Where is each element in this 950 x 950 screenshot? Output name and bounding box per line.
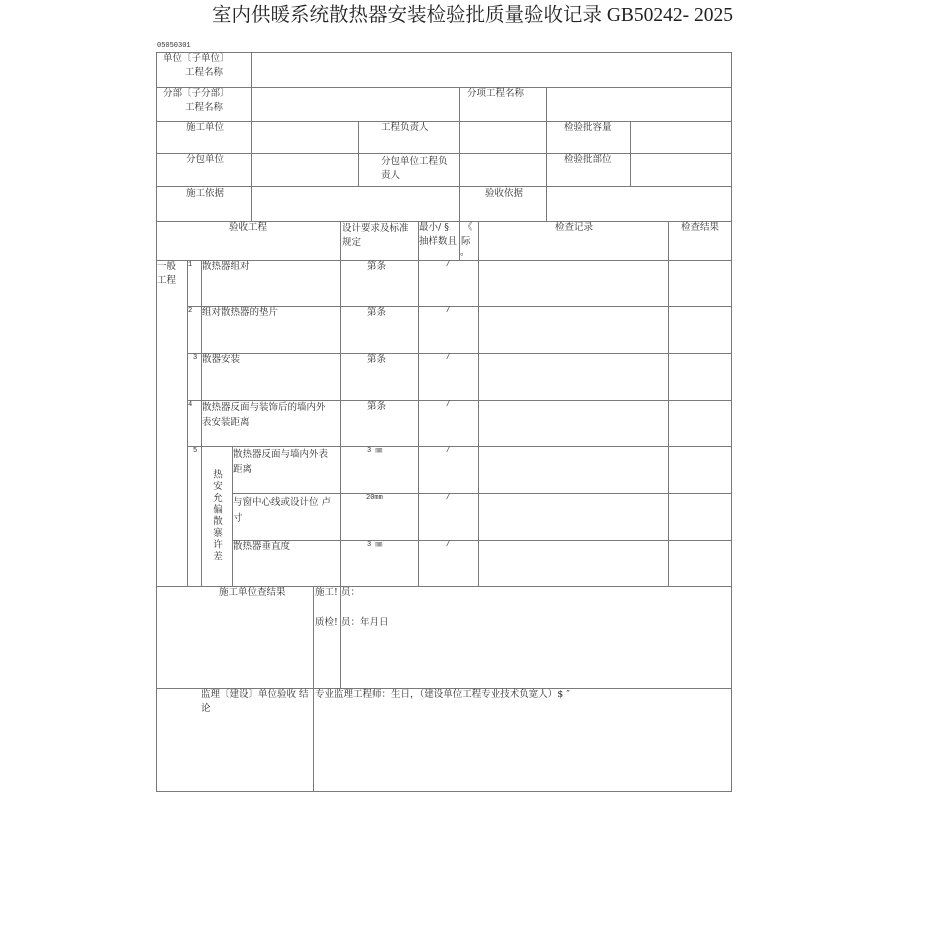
construction-check-label: 施工单位查结果 (219, 587, 286, 598)
project-manager-value-cell (459, 121, 547, 154)
contractor-label-cell (156, 121, 252, 154)
item-requirement: 第条 (367, 354, 387, 365)
item-number-cell (187, 353, 202, 401)
subitem-sample: / (446, 494, 451, 502)
supervision-signature-line: 专业监理工程师：生日，（建设单位工程专业技术负宽人）$ ″ (315, 689, 570, 700)
item-name: 散热器组对 (202, 261, 250, 272)
item-number: 2 (188, 307, 193, 315)
subitem-requirement-cell (340, 493, 419, 541)
acceptance-basis-label: 验收依据 (485, 188, 524, 199)
batch-capacity-label-cell (546, 121, 631, 154)
supervision-label-line1: 监理〔建设〕单位验收 结 (201, 689, 309, 700)
unit-name-value-cell (251, 52, 732, 88)
subitem-name-line2: 寸 (233, 513, 243, 524)
subitem-requirement-cell (340, 446, 419, 494)
item-check-result-cell (668, 400, 732, 447)
subitem-name-label: 分项工程名称 (467, 88, 525, 99)
item-requirement: 第条 (367, 261, 387, 272)
unit-name-label-line1: 单位〔子单位〕 (163, 53, 230, 64)
subitem-check-result-cell (668, 540, 732, 587)
item-check-result-cell (668, 260, 732, 307)
category-cell (156, 260, 188, 587)
subcontractor-value-cell (251, 153, 359, 187)
item-requirement-cell (340, 260, 419, 307)
subitem-name-line1: 与窗中心线或设计位 卢 (233, 497, 332, 508)
item-requirement-cell (340, 400, 419, 447)
subitem-requirement-cell (340, 540, 419, 587)
item-sample-cell (418, 306, 479, 354)
col-header-design-requirement (340, 221, 419, 261)
contractor-value-cell (251, 121, 359, 154)
supervision-label-line2: 论 (201, 703, 211, 714)
item-sample: / (446, 307, 451, 315)
subitem-check-record-cell (478, 540, 669, 587)
batch-capacity-value-cell (630, 121, 732, 154)
quality-role-label: 质检! (315, 617, 338, 628)
construction-role-label: 施工! (315, 587, 338, 598)
division-name-label-cell (156, 87, 252, 122)
category-label-line1: 一般 (157, 261, 177, 272)
subitem-check-result-cell (668, 446, 732, 494)
tolerance-group-cell (201, 446, 233, 587)
construction-basis-label: 施工依据 (186, 188, 225, 199)
subitem-name-cell (232, 446, 341, 494)
item-number-cell (187, 400, 202, 447)
construction-basis-value-cell (251, 186, 460, 222)
form-code: 05050301 (157, 42, 191, 50)
item-name: 散器安装 (202, 354, 241, 365)
item-requirement: 第条 (367, 401, 387, 412)
unit-name-label-line2: 工程名称 (185, 67, 224, 78)
subitem-requirement: 3 ㎜ (367, 541, 383, 549)
subitem-sample: / (446, 447, 451, 455)
subitem-check-record-cell (478, 446, 669, 494)
construction-check-role-cell (313, 586, 341, 689)
subitem-sample-cell (418, 540, 479, 587)
item-requirement-cell (340, 353, 419, 401)
batch-location-label-cell (546, 153, 631, 187)
sub-manager-label-line2: 责人 (381, 170, 401, 181)
item-name-cell (201, 400, 341, 447)
item-name-cell (201, 353, 341, 401)
item-requirement: 第条 (367, 307, 387, 318)
supervision-conclusion-cell (313, 688, 732, 792)
subitem-requirement: 3 ㎜ (367, 447, 383, 455)
subitem-name-cell (232, 493, 341, 541)
item-sample: / (446, 261, 451, 269)
col-header-check-result-label: 检查结果 (681, 222, 720, 233)
contractor-label: 施工单位 (186, 122, 225, 133)
col-header-check-record (478, 221, 669, 261)
col-header-check-result (668, 221, 732, 261)
subitem-sample-cell (418, 493, 479, 541)
item-number: 1 (188, 261, 193, 269)
subitem-check-result-cell (668, 493, 732, 541)
item-name: 组对散热器的垫片 (202, 307, 279, 318)
col-header-actual-sample-line2: 际 (461, 236, 471, 247)
batch-capacity-label: 检验批容量 (564, 122, 612, 133)
item-number: 3 (193, 354, 198, 362)
col-header-actual-sample-line1: 《 (463, 222, 473, 233)
sub-manager-label-line1: 分包单位工程负 (381, 156, 448, 167)
subitem-name-line1: 散热器垂直度 (233, 541, 291, 552)
item-requirement-cell (340, 306, 419, 354)
col-header-acceptance-item (156, 221, 341, 261)
construction-basis-label-cell (156, 186, 252, 222)
item-number: 4 (188, 401, 193, 409)
category-label-line2: 工程 (157, 275, 177, 286)
acceptance-basis-label-cell (459, 186, 547, 222)
batch-location-value-cell (630, 153, 732, 187)
subcontractor-label: 分包单位 (186, 154, 225, 165)
item-check-result-cell (668, 353, 732, 401)
project-manager-label: 工程负责人 (381, 122, 429, 133)
item-number: 5 (193, 447, 198, 455)
subitem-name-line1: 散热器反面与墙内外表 (233, 449, 329, 460)
col-header-acceptance-item-label: 验收工程 (229, 222, 268, 233)
col-header-design-requirement-line2: 规定 (342, 237, 362, 248)
supervision-label-cell (156, 688, 314, 792)
division-name-label-line1: 分部〔子分部〕 (163, 88, 230, 99)
col-header-check-record-label: 检查记录 (555, 222, 594, 233)
col-header-min-sample-line1: 最小/ § (419, 222, 449, 233)
item-check-record-cell (478, 400, 669, 447)
subitem-name-cell (232, 540, 341, 587)
document-title: 室内供暖系统散热器安装检验批质量验收记录 GB50242- 2025 (211, 5, 734, 26)
construction-check-signature-cell (340, 586, 732, 689)
division-name-label-line2: 工程名称 (185, 102, 224, 113)
item-check-record-cell (478, 353, 669, 401)
subitem-sample: / (446, 541, 451, 549)
division-name-value-cell (251, 87, 460, 122)
project-manager-label-cell (358, 121, 460, 154)
unit-name-label-cell (156, 52, 252, 88)
quality-staff-signature-date: 员：年月日 (341, 617, 389, 628)
item-check-record-cell (478, 260, 669, 307)
item-name-cell (201, 306, 341, 354)
item-sample: / (446, 354, 451, 362)
col-header-actual-sample (459, 221, 479, 261)
subitem-name-value-cell (546, 87, 732, 122)
tolerance-group-label: 热安允偏散寨许差 (211, 469, 222, 563)
col-header-design-requirement-line1: 设计要求及标准 (342, 223, 409, 234)
construction-check-label-cell (156, 586, 314, 689)
batch-location-label: 检验批部位 (564, 154, 612, 165)
item-sample: / (446, 401, 451, 409)
col-header-actual-sample-line3: 。 (460, 247, 470, 258)
item-number-cell (187, 260, 202, 307)
item-name-line1: 散热器反面与装饰后的墙内外 (202, 402, 326, 413)
col-header-min-sample-line2: 抽样数且 (419, 236, 458, 247)
item-sample-cell (418, 353, 479, 401)
item-sample-cell (418, 260, 479, 307)
subitem-name-label-cell (459, 87, 547, 122)
subcontractor-label-cell (156, 153, 252, 187)
sub-manager-label-cell (358, 153, 460, 187)
subitem-sample-cell (418, 446, 479, 494)
item-check-result-cell (668, 306, 732, 354)
item-name-line2: 表安装距离 (202, 417, 250, 428)
item-number-cell (187, 446, 202, 587)
subitem-name-line2: 距离 (233, 464, 253, 475)
subitem-check-record-cell (478, 493, 669, 541)
item-sample-cell (418, 400, 479, 447)
sub-manager-value-cell (459, 153, 547, 187)
item-check-record-cell (478, 306, 669, 354)
col-header-min-sample (418, 221, 460, 261)
construction-staff-signature: 员： (341, 587, 361, 598)
item-name-cell (201, 260, 341, 307)
acceptance-basis-value-cell (546, 186, 732, 222)
item-number-cell (187, 306, 202, 354)
subitem-requirement: 20mm (366, 494, 383, 502)
